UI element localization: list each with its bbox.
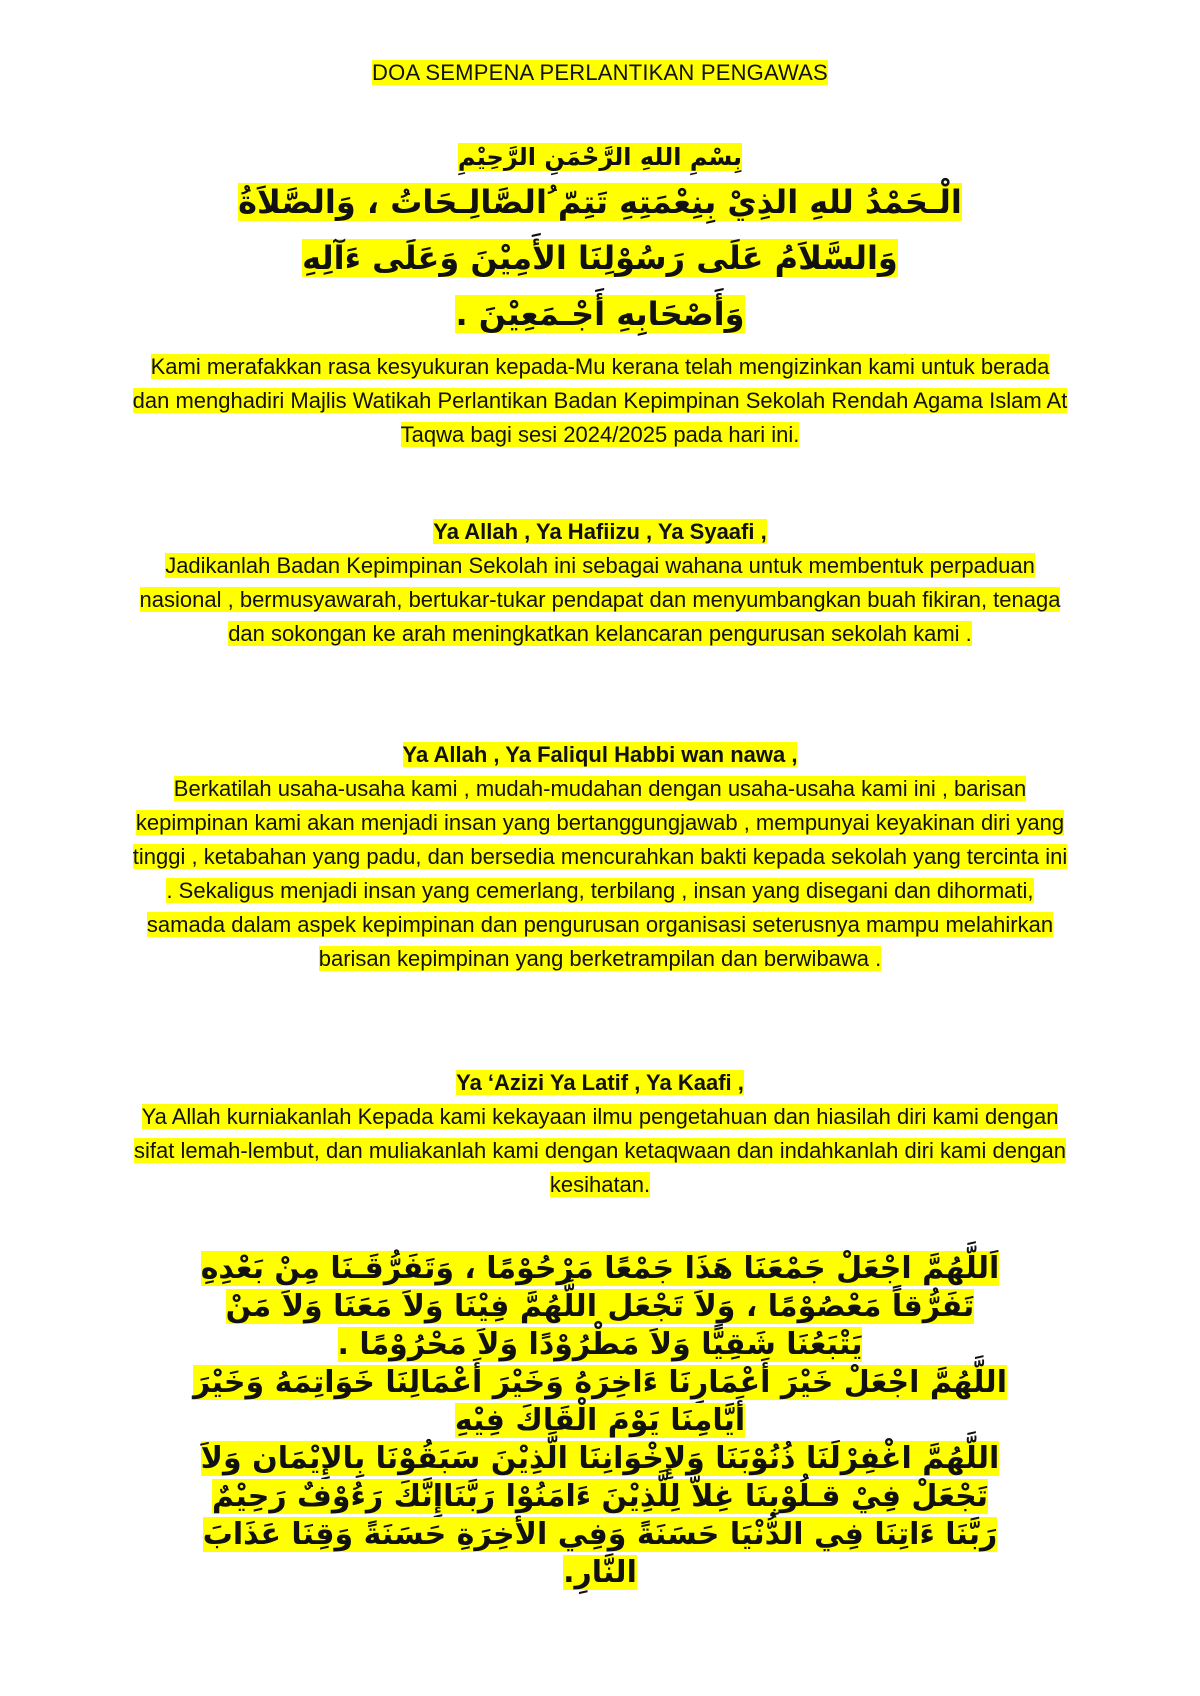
prayer-section xyxy=(130,738,1070,976)
opening-praise xyxy=(170,178,1030,346)
basmalah xyxy=(130,142,1070,172)
basmalah-text: بِسْمِ اللهِ الرَّحْمَنِ الرَّحِيْمِ xyxy=(457,143,743,171)
section-heading: Ya ‘Azizi Ya Latif , Ya Kaafi , xyxy=(456,1070,744,1095)
title-text: DOA SEMPENA PERLANTIKAN PENGAWAS xyxy=(372,60,828,85)
closing-prayer xyxy=(150,1250,1050,1592)
opening-praise-line: وَأَصْحَابِهِ أَجْـمَعِيْنَ . xyxy=(455,295,745,333)
closing-prayer-line: رَبَّنَا ءَاتِنَا فِي الدُّنْيَا حَسَنَةً وَفِي الأخِرَةِ حَسَنَةً وَقِنَا عَذَابَ xyxy=(202,1517,998,1552)
closing-prayer-line: اَللَّهُمَّ اجْعَلْ جَمْعَنَا هَذَا جَمْعًا مَرْحُوْمًا ، وَتَفَرُّقَـنَا مِنْ بَعْدِهِ xyxy=(200,1251,1000,1286)
closing-prayer-line: اللَّهُمَّ اجْعَلْ خَيْرَ أَعْمَارِنَا ءَاخِرَهُ وَخَيْرَ أَعْمَالِنَا خَوَاتِمَهُ وَخَيْرَ xyxy=(193,1365,1007,1400)
opening-praise-line: وَالسَّلاَمُ عَلَى رَسُوْلِنَا الأَمِيْنَ وَعَلَى ءَآلِهِ xyxy=(302,239,898,277)
section-body: Jadikanlah Badan Kepimpinan Sekolah ini sebagai wahana untuk membentuk perpaduan nasional , bermusyawarah, bertukar-tukar pendapat dan menyumbangkan buah fikiran, tenaga dan sokongan ke arah meningkatkan kelancaran pengurusan sekolah kami . xyxy=(139,553,1061,646)
closing-prayer-line: النَّارِ. xyxy=(563,1555,637,1590)
section-body: Ya Allah kurniakanlah Kepada kami kekayaan ilmu pengetahuan dan hiasilah diri kami dengan sifat lemah-lembut, dan muliakanlah kami dengan ketaqwaan dan indahkanlah diri kami dengan kesihatan. xyxy=(134,1104,1066,1197)
closing-prayer-line: تَجْعَلْ فِيْ قـلُوْبِنَا غِلاًّ لِلَّذِيْنَ ءَامَنُوْا رَبَّنَاإِنَّكَ رَءُوْفٌ رَحِيْمٌ xyxy=(211,1479,989,1514)
opening-praise-line: الْـحَمْدُ للهِ الذِيْ بِنِعْمَتِهِ تَتِمّ ُالصَّالِـحَاتُ ، وَالصَّلاَةُ xyxy=(238,183,962,221)
closing-prayer-line: تَفَرُّقاً مَعْصُوْمًا ، وَلاَ تَجْعَل اللَّهُمَّ فِيْنَا وَلاَ مَعَنَا وَلاَ مَنْ xyxy=(225,1289,975,1324)
closing-prayer-line: اللَّهُمَّ اغْفِرْلَنَا ذُنُوْبَنَا وَلإِخْوَانِنَا الَّذِيْنَ سَبَقُوْنَا بِالإِيْمَان وَلاَ xyxy=(200,1441,1000,1476)
closing-prayer-line: أَيَّامِنَا يَوْمَ الْقَاكَ فِيْهِ xyxy=(454,1403,746,1438)
section-heading: Ya Allah , Ya Faliqul Habbi wan nawa , xyxy=(402,742,798,767)
prayer-section xyxy=(130,1066,1070,1202)
intro-text: Kami merafakkan rasa kesyukuran kepada-Mu kerana telah mengizinkan kami untuk berada dan menghadiri Majlis Watikah Perlantikan Badan Kepimpinan Sekolah Rendah Agama Islam At Taqwa bagi sesi 2024/2025 pada hari ini. xyxy=(132,354,1068,447)
closing-prayer-line: يَتْبَعُنَا شَقِيًّا وَلاَ مَطْرُوْدًا وَلاَ مَحْرُوْمًا . xyxy=(337,1327,863,1362)
section-heading: Ya Allah , Ya Hafiizu , Ya Syaafi , xyxy=(433,519,767,544)
document-title xyxy=(130,60,1070,86)
prayer-section xyxy=(130,515,1070,651)
intro-paragraph xyxy=(130,350,1070,452)
section-body: Berkatilah usaha-usaha kami , mudah-mudahan dengan usaha-usaha kami ini , barisan kepimpinan kami akan menjadi insan yang bertanggungjawab , mempunyai keyakinan diri yang tinggi , ketabahan yang padu, dan bersedia mencurahkan bakti kepada sekolah yang tercinta ini . Sekaligus menjadi insan yang cemerlang, terbilang , insan yang disegani dan dihormati, samada dalam aspek kepimpinan dan pengurusan organisasi seterusnya mampu melahirkan barisan kepimpinan yang berketrampilan dan berwibawa . xyxy=(132,776,1068,971)
